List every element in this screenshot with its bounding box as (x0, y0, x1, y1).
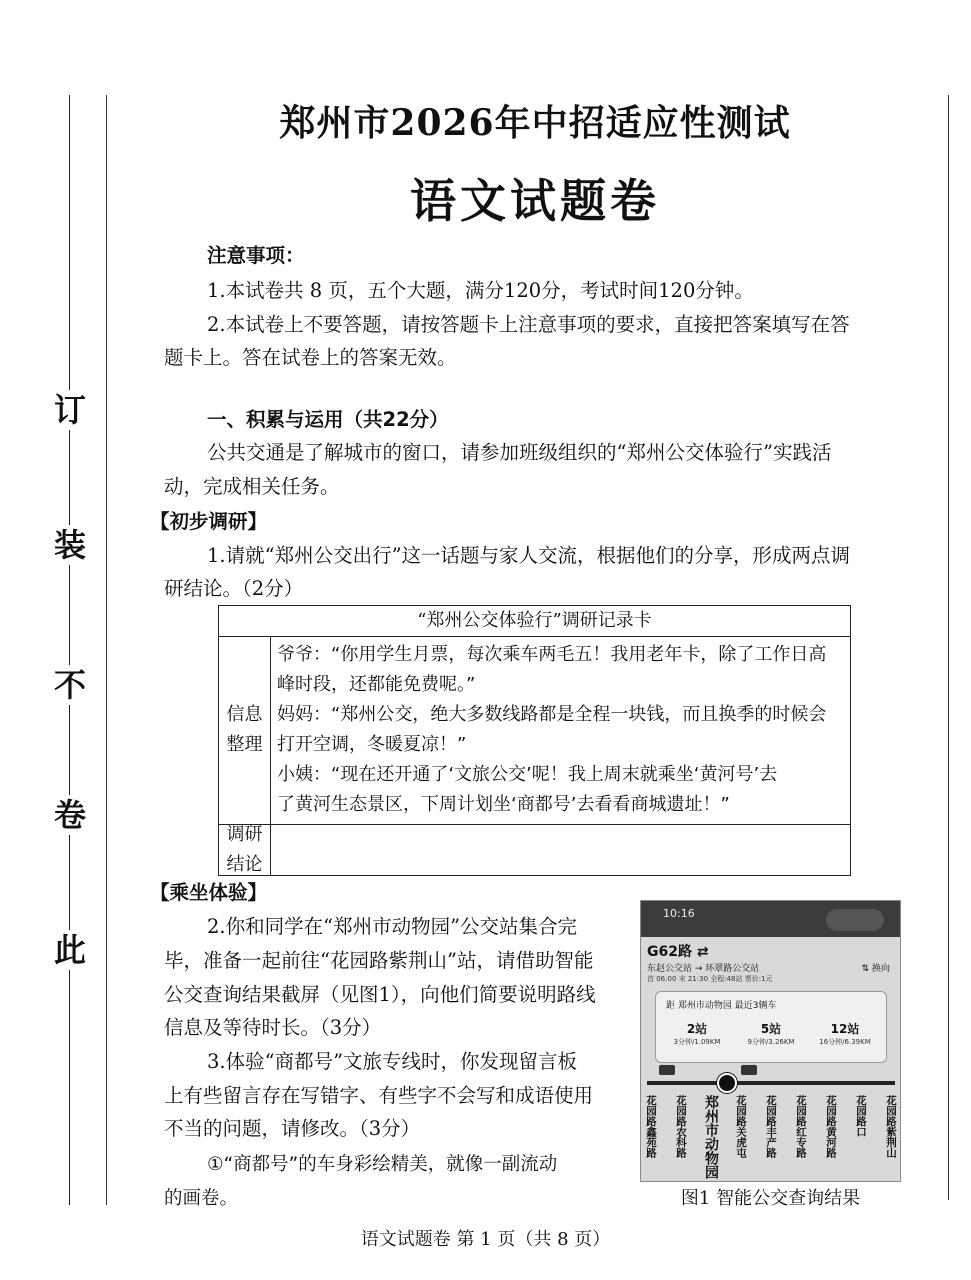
question-3-line-1: 3.体验“商都号”文旅专线时，你发现留言板 (207, 1050, 578, 1073)
item-1-line-1: ①“商都号”的车身彩绘精美，就像一副流动 (207, 1154, 558, 1175)
card-line: 了黄河生态景区，下周计划坐‘商都号’去看看商城遗址！” (277, 794, 730, 815)
card-label-info (219, 636, 271, 824)
item-1-line-2: 的画卷。 (164, 1188, 239, 1209)
stop-name: 花园路口 (855, 1095, 867, 1137)
question-1-line-1: 1.请就“郑州公交出行”这一话题与家人交流，根据他们的分享，形成两点调 (207, 544, 851, 567)
status-time: 10:16 (663, 907, 695, 920)
label-text: 结论 (226, 854, 263, 875)
binding-char: 装 (51, 525, 89, 565)
question-2-line-1: 2.你和同学在“郑州市动物园”公交站集合完 (207, 915, 578, 938)
label-text: 信息 (226, 704, 263, 725)
question-2-line-4: 信息及等待时长。（3分） (164, 1016, 382, 1039)
binding-char: 不 (51, 665, 89, 705)
notice-item-1: 1.本试卷共 8 页，五个大题，满分120分，考试时间120分钟。 (207, 279, 754, 302)
section-intro-line-2: 动，完成相关任务。 (164, 475, 340, 498)
label-text: 调研 (226, 824, 263, 845)
right-margin-line (948, 95, 949, 1200)
label-text: 整理 (226, 734, 263, 755)
question-2-line-2: 毕，准备一起前往“花园路紫荆山”站，请借助智能 (164, 949, 594, 972)
binding-line-outer (69, 95, 70, 1205)
bus-stops-away: 2站 (686, 1022, 708, 1036)
route-direction: 东赵公交站 → 环翠路公交站 (647, 964, 760, 974)
route-line (647, 1081, 895, 1085)
question-3-line-2: 上有些留言存在写错字、有些字不会写和成语使用 (164, 1084, 594, 1107)
binding-char: 订 (51, 390, 89, 430)
bus-time-distance: 9分钟/3.26KM (747, 1038, 795, 1046)
bus-eta (734, 1020, 808, 1047)
card-line: 爷爷：“你用学生月票，每次乘车两毛五！我用老年卡，除了工作日高 (277, 644, 827, 665)
stop-name: 花园路鑫苑路 (645, 1095, 657, 1158)
part-heading-ride: 【乘坐体验】 (150, 881, 268, 904)
binding-char: 此 (51, 930, 89, 970)
stop-list (645, 1095, 897, 1179)
exam-title: 郑州市2026年中招适应性测试 (279, 102, 791, 144)
stop-name: 花园路紫荆山 (885, 1095, 897, 1158)
stop-name: 花园路丰产路 (765, 1095, 777, 1158)
card-line: 妈妈：“郑州公交，绝大多数线路都是全程一块钱，而且换季的时候会 (277, 704, 827, 725)
phone-status-bar (641, 901, 900, 937)
stop-name: 花园路农科路 (675, 1095, 687, 1158)
bus-query-screenshot (640, 900, 901, 1182)
current-stop-marker (717, 1073, 737, 1093)
survey-record-card (218, 605, 851, 876)
bus-icon (741, 1065, 757, 1075)
card-caption: “郑州公交体验行”调研记录卡 (219, 606, 850, 637)
route-hours: 首 06:00 末 21:30 全程:48站 票价:1元 (647, 975, 773, 983)
binding-line-inner (106, 95, 107, 1205)
part-heading-survey: 【初步调研】 (150, 510, 268, 533)
section-intro-line-1: 公共交通是了解城市的窗口，请参加班级组织的“郑州公交体验行”实践活 (207, 441, 832, 464)
card-conclusion-row (219, 824, 850, 876)
bus-eta (808, 1020, 882, 1047)
binding-char: 卷 (51, 795, 89, 835)
figure-caption: 图1 智能公交查询结果 (680, 1188, 861, 1209)
question-3-line-3: 不当的问题，请修改。（3分） (164, 1117, 421, 1140)
notice-item-2-line-2: 题卡上。答在试卷上的答案无效。 (164, 346, 457, 369)
notice-item-2-line-1: 2.本试卷上不要答题，请按答题卡上注意事项的要求，直接把答案填写在答 (207, 313, 850, 336)
stop-name: 花园路黄河路 (825, 1095, 837, 1158)
stop-name: 花园路关虎屯 (735, 1095, 747, 1158)
paper-title: 语文试题卷 (410, 174, 660, 228)
bus-time-distance: 16分钟/6.39KM (819, 1038, 871, 1046)
section-heading: 一、积累与运用（共22分） (207, 408, 449, 431)
stop-name-current: 郑州市动物园 (703, 1095, 719, 1179)
card-info-content (277, 640, 846, 820)
question-2-line-3: 公交查询结果截屏（见图1），向他们简要说明路线 (164, 983, 596, 1006)
card-line: 打开空调，冬暖夏凉！” (277, 734, 467, 755)
bus-stops-away: 5站 (760, 1022, 782, 1036)
mini-program-capsule (826, 909, 884, 931)
question-1-line-2: 研结论。（2分） (164, 577, 304, 600)
card-info-row (219, 636, 850, 825)
bus-eta (660, 1020, 734, 1047)
nearest-buses-panel (655, 991, 887, 1063)
switch-direction: ⇅ 换向 (861, 964, 890, 974)
card-label-conclusion (219, 824, 271, 876)
bus-stops-away: 12站 (830, 1022, 860, 1036)
nearest-label: 距 郑州市动物园 最近3辆车 (666, 1001, 777, 1011)
card-line: 小姨：“现在还开通了‘文旅公交’呢！我上周末就乘坐‘黄河号’去 (277, 764, 778, 785)
bus-icon (659, 1065, 675, 1075)
notice-heading: 注意事项： (207, 244, 305, 267)
stop-name: 花园路红专路 (795, 1095, 807, 1158)
page-footer: 语文试题卷 第 1 页（共 8 页） (360, 1229, 611, 1250)
bus-time-distance: 3分钟/1.09KM (673, 1038, 721, 1046)
route-name: G62路 ⇄ (647, 944, 709, 960)
card-line: 峰时段，还都能免费呢。” (277, 674, 476, 695)
